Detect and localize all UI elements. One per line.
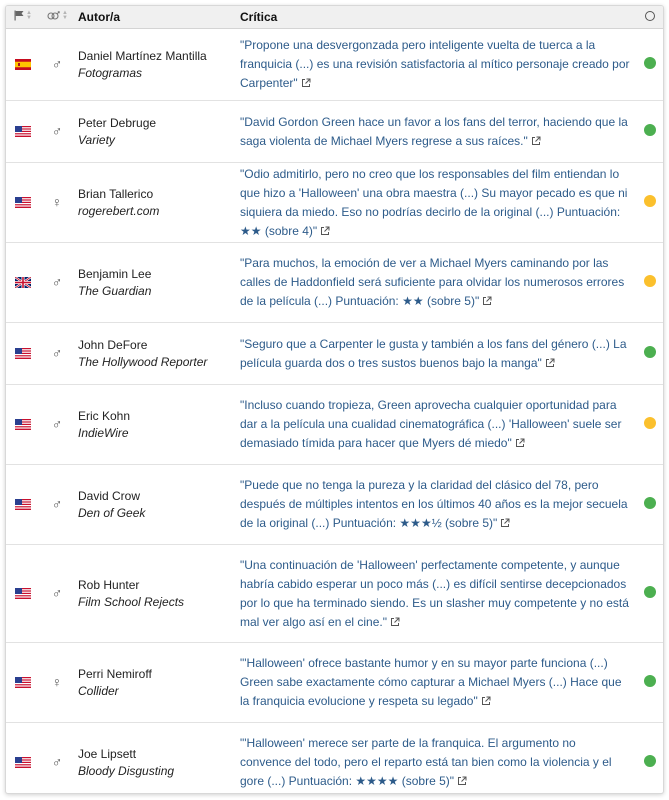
critic-cell <box>232 29 636 101</box>
author-publication: Bloody Disgusting <box>78 763 175 778</box>
gender-symbol-icon: ♀ <box>51 193 63 210</box>
country-cell <box>6 163 40 243</box>
gender-cell <box>40 465 74 545</box>
author-publication: The Guardian <box>78 283 152 298</box>
author-cell <box>74 101 232 163</box>
column-header-gender[interactable] <box>40 6 74 29</box>
author-publication: Film School Rejects <box>78 594 185 609</box>
critic-cell <box>232 545 636 643</box>
critic-cell <box>232 723 636 795</box>
rating-cell <box>636 723 663 795</box>
table-row <box>6 723 663 795</box>
author-cell <box>74 323 232 385</box>
gender-cell <box>40 385 74 465</box>
author-name: Eric Kohn <box>78 408 131 423</box>
gender-cell <box>40 163 74 243</box>
uk-flag-icon <box>15 277 31 288</box>
gender-cell <box>40 101 74 163</box>
critic-cell <box>232 465 636 545</box>
table-row <box>6 465 663 545</box>
rating-dot <box>644 195 656 207</box>
rating-cell <box>636 643 663 723</box>
rating-cell <box>636 29 663 101</box>
usa-flag-icon <box>15 419 31 430</box>
author-name: Peter Debruge <box>78 115 157 130</box>
rating-dot <box>644 57 656 69</box>
critic-cell <box>232 163 636 243</box>
usa-flag-icon <box>15 348 31 359</box>
author-publication: rogerebert.com <box>78 203 160 218</box>
gender-symbol-icon: ♀ <box>51 673 63 690</box>
author-cell <box>74 723 232 795</box>
critic-cell <box>232 243 636 323</box>
gender-symbol-icon: ♂ <box>51 122 63 139</box>
review-quote-link[interactable]: "Puede que no tenga la pureza y la claridad del clásico del 78, pero después de múltiples intentos en los últimos 40 años es la mejor secuela de la original (...) Puntuación: ★★★½ (sobre 5)" <box>240 478 628 530</box>
author-cell <box>74 385 232 465</box>
author-publication: Collider <box>78 683 119 698</box>
circle-icon <box>645 11 655 21</box>
country-cell <box>6 29 40 101</box>
author-publication: Den of Geek <box>78 505 146 520</box>
author-publication: IndieWire <box>78 425 129 440</box>
column-header-author[interactable]: Autor/a <box>74 6 232 29</box>
review-quote-link[interactable]: "Seguro que a Carpenter le gusta y también a los fans del género (...) La película guarda dos o tres sustos buenos bajo la manga" <box>240 336 627 370</box>
rating-cell <box>636 243 663 323</box>
gender-cell <box>40 643 74 723</box>
author-publication: The Hollywood Reporter <box>78 354 208 369</box>
reviews-panel <box>5 5 664 794</box>
sort-arrows-icon[interactable]: ▲ ▼ <box>62 9 68 21</box>
rating-dot <box>644 275 656 287</box>
external-link-icon[interactable] <box>390 617 400 627</box>
author-cell <box>74 163 232 243</box>
country-cell <box>6 385 40 465</box>
gender-symbol-icon: ♂ <box>51 753 63 770</box>
table-row <box>6 29 663 101</box>
gender-icon <box>46 10 60 22</box>
rating-cell <box>636 545 663 643</box>
author-name: Daniel Martínez Mantilla <box>78 48 207 63</box>
gender-cell <box>40 545 74 643</box>
author-cell <box>74 643 232 723</box>
table-row <box>6 545 663 643</box>
country-cell <box>6 465 40 545</box>
table-row <box>6 101 663 163</box>
country-cell <box>6 545 40 643</box>
external-link-icon[interactable] <box>545 358 555 368</box>
review-quote-link[interactable]: "Para muchos, la emoción de ver a Michael Myers caminando por las calles de Haddonfield será suficiente para olvidar los numerosos errores de la película (...) Puntuación: ★★ (sobre 5)" <box>240 256 625 308</box>
review-quote-link[interactable]: "'Halloween' ofrece bastante humor y en su mayor parte funciona (...) Green sabe exactamente cómo capturar a Michael Myers (...) Hace que la franquicia evolucione y respeta su legado" <box>240 656 622 708</box>
external-link-icon[interactable] <box>301 78 311 88</box>
rating-dot <box>644 755 656 767</box>
gender-cell <box>40 29 74 101</box>
column-header-rating[interactable] <box>636 6 663 29</box>
rating-dot <box>644 417 656 429</box>
rating-dot <box>644 586 656 598</box>
author-cell <box>74 545 232 643</box>
gender-cell <box>40 723 74 795</box>
critic-cell <box>232 323 636 385</box>
table-header <box>6 6 663 29</box>
usa-flag-icon <box>15 588 31 599</box>
flag-icon <box>14 10 24 21</box>
country-cell <box>6 101 40 163</box>
spain-flag-icon <box>15 59 31 70</box>
rating-dot <box>644 346 656 358</box>
gender-symbol-icon: ♂ <box>51 55 63 72</box>
rating-cell <box>636 323 663 385</box>
author-name: Benjamin Lee <box>78 266 152 281</box>
country-cell <box>6 243 40 323</box>
rating-dot <box>644 124 656 136</box>
usa-flag-icon <box>15 126 31 137</box>
usa-flag-icon <box>15 757 31 768</box>
gender-symbol-icon: ♂ <box>51 273 63 290</box>
author-publication: Variety <box>78 132 115 147</box>
author-name: Joe Lipsett <box>78 746 137 761</box>
country-cell <box>6 643 40 723</box>
table-row <box>6 385 663 465</box>
author-publication: Fotogramas <box>78 65 143 80</box>
table-row <box>6 323 663 385</box>
author-cell <box>74 465 232 545</box>
external-link-icon[interactable] <box>482 296 492 306</box>
review-quote-link[interactable]: "Odio admitirlo, pero no creo que los responsables del film entiendan lo que hizo a 'Halloween' una obra maestra (...) Su mayor pecado es que ni siquiera da miedo. Eso no podrías decirlo de la original (...) Puntuación: ★★ (sobre 4)" <box>240 166 628 238</box>
external-link-icon[interactable] <box>481 696 491 706</box>
author-cell <box>74 243 232 323</box>
sort-arrows-icon[interactable]: ▲ ▼ <box>26 9 32 21</box>
column-header-country[interactable] <box>6 6 40 29</box>
review-quote-link[interactable]: "Una continuación de 'Halloween' perfectamente competente, y aunque habría cabido esperar un poco más (...) es difícil sentirse decepcionados por lo que ha terminado siendo. Es un slasher muy competente y no está mal ver algo así en el cine." <box>240 557 629 629</box>
critic-cell <box>232 101 636 163</box>
review-quote-link[interactable]: "Incluso cuando tropieza, Green aprovecha cualquier oportunidad para dar a la película una cualidad cinematográfica (...) 'Halloween' suele ser demasiado tímida para hacer que Myers dé miedo" <box>240 398 622 450</box>
rating-dot <box>644 497 656 509</box>
critic-cell <box>232 385 636 465</box>
usa-flag-icon <box>15 197 31 208</box>
country-cell <box>6 723 40 795</box>
rating-dot <box>644 675 656 687</box>
column-header-critic: Crítica <box>232 6 636 29</box>
review-quote-link[interactable]: "'Halloween' merece ser parte de la franquica. El argumento no convence del todo, pero el reparto está tan bien como la violencia y el gore (...) Puntuación: ★★★★ (sobre 5)" <box>240 736 612 789</box>
external-link-icon[interactable] <box>457 776 467 786</box>
author-name: Rob Hunter <box>78 577 140 592</box>
external-link-icon[interactable] <box>320 226 330 236</box>
review-quote-link[interactable]: "David Gordon Green hace un favor a los fans del terror, haciendo que la saga violenta de Michael Myers regrese a sus raíces." <box>240 114 628 148</box>
author-name: Perri Nemiroff <box>78 666 152 681</box>
gender-symbol-icon: ♂ <box>51 495 63 512</box>
gender-cell <box>40 323 74 385</box>
gender-symbol-icon: ♂ <box>51 344 63 361</box>
usa-flag-icon <box>15 677 31 688</box>
external-link-icon[interactable] <box>531 136 541 146</box>
author-name: David Crow <box>78 488 141 503</box>
author-name: Brian Tallerico <box>78 186 154 201</box>
author-cell <box>74 29 232 101</box>
critic-cell <box>232 643 636 723</box>
review-quote-link[interactable]: "Propone una desvergonzada pero inteligente vuelta de tuerca a la franquicia (...) es una revisión satisfactoria al mítico personaje creado por Carpenter" <box>240 38 630 90</box>
external-link-icon[interactable] <box>515 438 525 448</box>
table-row <box>6 243 663 323</box>
table-row <box>6 643 663 723</box>
reviews-table <box>6 6 663 794</box>
external-link-icon[interactable] <box>500 518 510 528</box>
rating-cell <box>636 385 663 465</box>
table-row <box>6 163 663 243</box>
rating-cell <box>636 101 663 163</box>
author-name: John DeFore <box>78 337 148 352</box>
gender-symbol-icon: ♂ <box>51 584 63 601</box>
rating-cell <box>636 163 663 243</box>
rating-cell <box>636 465 663 545</box>
usa-flag-icon <box>15 499 31 510</box>
gender-symbol-icon: ♂ <box>51 415 63 432</box>
gender-cell <box>40 243 74 323</box>
country-cell <box>6 323 40 385</box>
